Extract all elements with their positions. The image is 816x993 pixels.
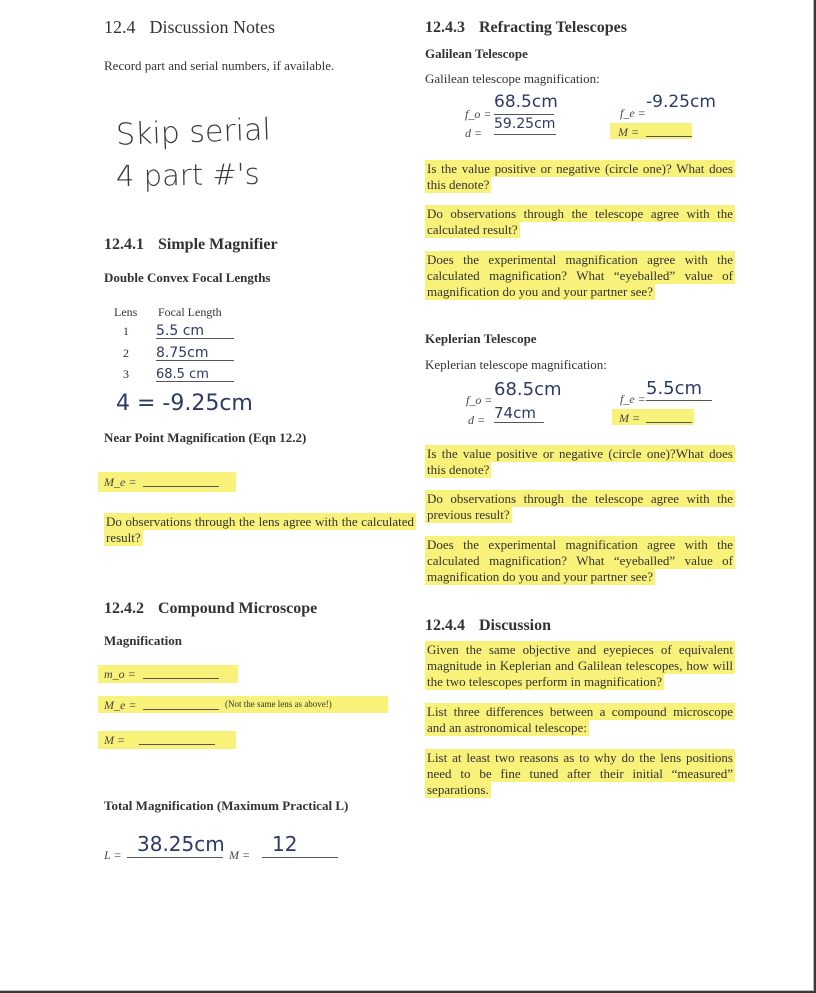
k-fo-field[interactable] [494,379,562,401]
galilean-q3-text: Does the experimental magnification agree with the calculated magnification? What “eyeballed” value of magnification do you and your partner see? [427,252,733,299]
handwritten-note-line1: Skip serial [115,112,272,153]
focal-length-field[interactable] [156,320,234,339]
focal-length-value: 5.5 cm [156,323,205,339]
me2-answer-field[interactable] [143,697,219,710]
g-M-field[interactable] [646,124,692,137]
near-point-heading: Near Point Magnification (Eqn 12.2) [104,430,307,445]
keplerian-q3 [425,537,735,585]
discussion-q1-text: Given the same objective and eyepieces of equivalent magnitude in Keplerian and Galilean telescopes, how will the two telescopes perform in magnification? [427,642,733,689]
L-answer-field[interactable] [127,832,223,858]
discussion-q3 [425,750,735,798]
focal-length-field[interactable] [156,342,234,361]
galilean-q2 [425,206,735,238]
k-fe-field[interactable] [646,378,712,401]
discussion-q3-text: List at least two reasons as to why do the lens positions need to be fine tuned after their initial “measured” separations. [427,750,733,797]
lens-question-text: Do observations through the lens agree with the calculated result? [106,514,414,545]
section-title-12-4-2 [104,600,317,618]
keplerian-q1-text: Is the value positive or negative (circle one)?What does this denote? [427,446,733,477]
galilean-heading: Galilean Telescope [425,46,528,61]
discussion-q1 [425,642,735,690]
M2-value: 12 [272,832,298,856]
lens-number: 3 [123,367,129,381]
section-number: 12.4.2 [104,600,144,617]
me-label: M_e = [104,475,137,489]
k-fo-label: f_o = [466,393,493,407]
M-answer-field[interactable] [139,732,215,745]
mo-answer-field[interactable] [143,666,219,679]
k-fe-label: f_e = [620,392,646,406]
g-fe-field[interactable] [646,92,732,114]
g-fe-label: f_e = [620,106,646,120]
section-title-12-4-1 [104,236,278,254]
record-note: Record part and serial numbers, if available. [104,58,335,73]
k-fe-value: 5.5cm [646,378,703,399]
section-title-12-4-4 [425,617,551,635]
me-answer-field[interactable] [143,474,219,487]
discussion-q2-text: List three differences between a compound microscope and an astronomical telescope: [427,704,733,735]
lens-number: 1 [123,324,129,338]
g-fe-value: -9.25cm [646,92,716,112]
focal-length-value: 8.75cm [156,345,209,361]
L-value: 38.25cm [137,832,225,856]
g-fo-value: 68.5cm [494,92,558,112]
focal-length-value: 68.5 cm [156,367,209,382]
section-title-12-4 [104,17,275,38]
g-fo-label: f_o = [465,107,492,121]
focal-length-field[interactable] [156,363,234,382]
section-number: 12.4.4 [425,617,465,634]
handwritten-note-line2: 4 part #'s [115,156,261,194]
subsection-magnification: Magnification [104,633,182,648]
section-number: 12.4.3 [425,19,465,36]
section-title-text: Discussion [479,617,552,634]
keplerian-heading: Keplerian Telescope [425,331,537,346]
section-title-text: Discussion Notes [149,17,275,37]
k-fo-value: 68.5cm [494,379,562,400]
lens-question [104,514,416,546]
discussion-q2 [425,704,735,736]
galilean-q1 [425,161,735,193]
galilean-q1-text: Is the value positive or negative (circle one)? What does this denote? [427,161,733,192]
section-title-text: Simple Magnifier [158,236,278,253]
me2-note: (Not the same lens as above!) [225,699,332,709]
keplerian-q2-text: Do observations through the telescope agree with the previous result? [427,491,733,522]
M2-answer-field[interactable] [262,832,338,858]
section-title-12-4-3 [425,19,627,37]
k-d-label: d = [468,413,486,427]
focal-column-header: Focal Length [158,305,222,319]
lens-number: 2 [123,346,129,360]
mo-label: m_o = [104,667,136,681]
k-M-label: M = [619,411,641,425]
keplerian-mag-label: Keplerian telescope magnification: [425,357,607,372]
subsection-focal-lengths: Double Convex Focal Lengths [104,270,271,285]
k-d-field[interactable] [494,402,544,423]
section-number: 12.4 [104,17,136,37]
k-M-field[interactable] [646,410,692,423]
g-d-value: 59.25cm [494,116,556,132]
handwritten-focal-note: 4 = -9.25cm [116,391,253,416]
keplerian-q2 [425,491,735,523]
galilean-q3 [425,252,735,300]
total-magnification-heading: Total Magnification (Maximum Practical L) [104,798,349,813]
galilean-mag-label: Galilean telescope magnification: [425,71,600,86]
galilean-q2-text: Do observations through the telescope agree with the calculated result? [427,206,733,237]
section-title-text: Refracting Telescopes [479,19,627,36]
section-number: 12.4.1 [104,236,144,253]
g-d-field[interactable] [494,114,556,135]
section-title-text: Compound Microscope [158,600,318,617]
M2-label: M = [229,848,251,862]
g-d-label: d = [465,126,483,140]
keplerian-q1 [425,446,735,478]
M-label: M = [104,733,126,747]
L-label: L = [104,848,122,862]
g-fo-field[interactable] [494,92,558,115]
me2-label: M_e = [104,698,137,712]
keplerian-q3-text: Does the experimental magnification agree with the calculated magnification? What “eyeballed” value of magnification do you and your partner see? [427,537,733,584]
lens-column-header: Lens [114,305,138,319]
k-d-value: 74cm [494,404,536,422]
g-M-label: M = [618,125,640,139]
